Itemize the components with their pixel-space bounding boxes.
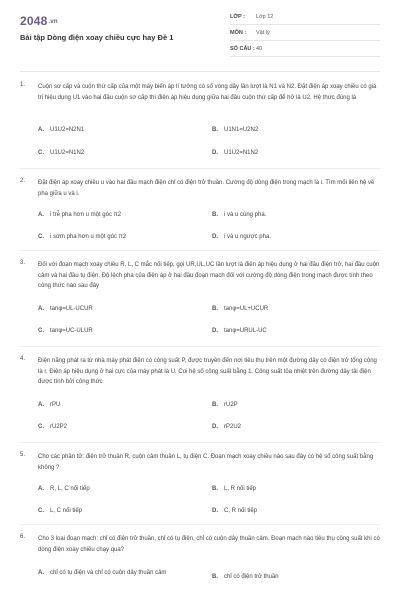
option-b[interactable]: B. L, R nối tiếp [212, 486, 257, 492]
option-c[interactable]: C. rU2P2 [38, 424, 68, 430]
page-title: Bài tập Dòng điện xoay chiều cực hay Đề 1 [20, 33, 174, 42]
option-b[interactable]: B. rU2P [212, 402, 238, 408]
question-number: 3. [20, 260, 26, 266]
option-b[interactable]: B. i và u cùng pha. [212, 212, 267, 218]
question-number: 1. [20, 82, 26, 88]
meta-value: Lớp 12 [256, 14, 274, 20]
question-text: Điện năng phát ra từ nhà máy phát điện có công suất P, được truyền đến nơi tiêu thụ trên một đường dây có điện trở tổng cộng là r. Điện áp hiệu dụng ở hai cực của máy phát là U. Coi hệ số công suất bằng 1. Công suất tỏa nhiệt trên đường dây tải điện được tính bởi công thức [38, 358, 377, 385]
option-c[interactable]: C. L, C nối tiếp [38, 508, 83, 514]
question-number: 5. [20, 452, 26, 458]
site-logo[interactable] [20, 14, 58, 28]
option-a[interactable]: A. U1U2=N2N1 [38, 127, 85, 133]
question-divider [20, 346, 380, 347]
question-number: 4. [20, 356, 26, 362]
option-d[interactable]: D. U1U2=N1N2 [212, 150, 259, 156]
question-divider [20, 250, 380, 251]
meta-label: MÔN : [230, 30, 247, 36]
option-b[interactable]: B. U1N1=U2N2 [212, 127, 259, 133]
question-text: Cho các phần tử: điện trở thuần R, cuộn cảm thuần L, tụ điện C. Đoạn mạch xoay chiều nào sau đây có hệ số công suất bằng không ? [38, 454, 374, 471]
option-b[interactable]: B. tanφ=UL+UCUR [212, 306, 269, 312]
question-divider [20, 524, 380, 525]
meta-value: 40 [256, 46, 263, 52]
header-divider [20, 71, 380, 72]
option-a[interactable]: A. tanφ=UL-UCUR [38, 306, 93, 312]
meta-label: LỚP : [230, 14, 245, 20]
meta-class [230, 10, 380, 25]
option-a[interactable]: A. R, L, C nối tiếp [38, 486, 90, 492]
question-number: 6. [20, 534, 26, 540]
option-a[interactable]: A. chỉ có tụ điện và chỉ có cuộn dây thuần cảm [38, 570, 167, 576]
page-header [0, 0, 400, 64]
option-a[interactable]: A. i trễ pha hơn u một góc π2 [38, 212, 122, 218]
option-b[interactable]: B. chỉ có điện trở thuần [212, 574, 279, 580]
question-number: 2. [20, 178, 26, 184]
option-d[interactable]: D. tanφ=URUL-UC [212, 328, 267, 334]
option-a[interactable]: A. rPU [38, 402, 61, 408]
option-d[interactable]: D. C, R nối tiếp [212, 508, 258, 514]
question-text: Đối với đoạn mạch xoay chiều R, L, C mắc nối tiếp, gọi UR,UL,UC lần lượt là điện áp hiệu dụng ở hai đầu điện trở, hai đầu cuộn cảm và hai đầu tụ điện. Độ lệch pha của điện áp ở hai đầu đoạn mạch đối với cường độ dòng điện trong mạch được tính theo công thức nào sau đây [38, 262, 380, 289]
question-divider [20, 168, 380, 169]
meta-label: SỐ CÂU : [230, 46, 255, 52]
question-text: Đặt điện áp xoay chiều u vào hai đầu mạch điện chỉ có điện trở thuần. Cường độ dòng điện trong mạch là i. Tìm mối liên hệ về pha giữa u và i. [38, 180, 375, 197]
logo-text: 2048 [20, 14, 48, 28]
option-d[interactable]: D. rP2U2 [212, 424, 242, 430]
option-c[interactable]: C. i sớm pha hơn u một góc π2 [38, 234, 127, 240]
question-text: Cuộn sơ cấp và cuộn thứ cấp của một máy biến áp lí tưởng có số vòng dây lần lượt là N1 và N2. Đặt điện áp xoay chiều có giá trị hiệu dụng U1 vào hai đầu cuộn sơ cấp thì điện áp hiệu dụng giữa hai đầu cuộn thứ cấp để hở là U2. Hệ thức đúng là [38, 84, 377, 101]
question-text: Cho 3 loại đoạn mạch: chỉ có điện trở thuần, chỉ có tụ điện, chỉ có cuộn dây thuần cảm. Đoạn mạch nào tiêu thụ công suất khi có dòng điện xoay chiều chạy qua? [38, 536, 380, 553]
option-c[interactable]: C. U1U2=N1N2 [38, 150, 85, 156]
option-d[interactable]: D. i và u ngược pha. [212, 234, 271, 240]
meta-value: Vật lý [256, 30, 270, 36]
option-c[interactable]: C. tanφ=UC-ULUR [38, 328, 93, 334]
logo-suffix: .vn [48, 18, 58, 25]
question-divider [20, 442, 380, 443]
meta-count [230, 42, 380, 57]
meta-subject [230, 26, 380, 41]
